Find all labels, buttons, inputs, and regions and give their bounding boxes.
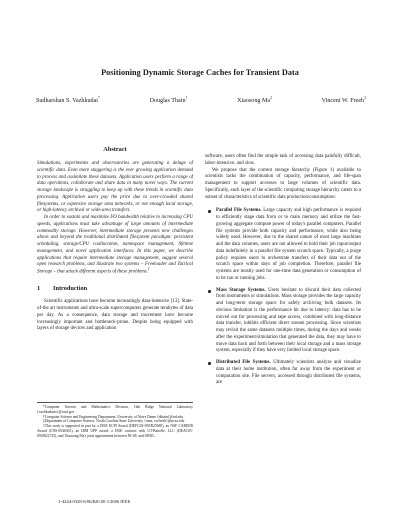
footnote-mark: 1	[147, 267, 150, 271]
author: Douglas Thain†	[149, 96, 188, 105]
abstract-section	[37, 146, 193, 276]
section-heading-introduction: 1 Introduction	[37, 285, 88, 293]
footnote: *Computer Science and Mathematics Division, Oak Ridge National Laboratory {vazhkudaiss}@ornl.gov	[37, 405, 193, 414]
right-column	[205, 154, 361, 392]
bullet-icon	[208, 290, 211, 293]
bullet-item: Distributed File Systems. Ultimately scientists analyze and visualize data at their home institution, often far away from the experiment or computation site. File servers, accessed through distributed file systems, are	[205, 360, 361, 387]
copyright-footer: 1-4244-0328-6/06/$20.00 ©2006 IEEE.	[58, 499, 132, 504]
abstract-paragraph: Simulations, experiments and observatories are generating a deluge of scientific data. Even more staggering is the ever growing application demand to process and assimilate these datasets. Application users perform a range of data operations, collaborate and share data in many novel ways. The current storage landscape is struggling to keep up with these trends in scientific data processing. Application users pay the price due to over-crowded shared filesystems, or expensive storage area networks, or not enough local storage, or high-latency archival or wide-area transfers.	[37, 161, 193, 214]
bullet-icon	[208, 362, 211, 365]
bullet-list	[205, 208, 361, 387]
footnote: †Computer Science and Engineering Department, University of Notre Dame {dthain}@nd.edu	[43, 414, 183, 419]
bullet-item: Parallel File Systems. Large capacity and high performance is required to efficiently stage data from or to main memory and utilize the fast-growing aggregate compute power of today's parallel computers. Parallel file systems provide both capacity and performance, while also being widely used. However, due to the shared nature of most large machines and the data volumes, users are not allowed to hold their job input/output data indefinitely in a parallel file system scratch space. Typically, a purge policy requires users to orchestrate transfers of their data out of the scratch space within days of job completion. Therefore, parallel file systems are mostly used for one-time data generation or consumption of to be run or running jobs.	[205, 208, 361, 282]
abstract-paragraph: In order to sustain and maximize I/O bandwidth relative to increasing CPU speeds, applications must take advantage of large amounts of intermediate commodity storage. However, intermediate storage presents new challenges above and beyond the traditional distributed filesystem paradigm: persistent scheduling, storage/CPU coallocation, namespace management, lifetime management, and novel application interfaces. In this paper, we describe applications that require intermediate storage management, suggest several open research problems, and illustrate two systems – Freeloader and Tactical Storage – that attack different aspects of these problems.$^1$	[37, 215, 193, 275]
footnote: ‡Department of Computer Science, North Carolina State University {xma, vwfreeh}@ncsu.edu	[43, 419, 185, 424]
bullet-icon	[208, 210, 211, 213]
abstract-heading: Abstract	[103, 146, 127, 153]
footnote: 1This work is supported in part by a DOE ECPI Award (DEFG02-05ER25685), an NSF CAREER Award (CNS-0546301), an IBM UPP award, a DOE contract with UT-Battelle, LLC (DEAC05-00OR22725), and Xiaosong Ma's joint appointment between NCSU and ORNL.	[37, 424, 193, 438]
author: Sudharshan S. Vazhkudai*	[36, 96, 100, 105]
left-column	[37, 146, 193, 333]
footnotes	[37, 402, 193, 439]
author: Xiaosong Ma‡	[237, 96, 272, 105]
paper-title: Positioning Dynamic Storage Caches for Transient Data	[101, 68, 299, 77]
author-list	[36, 98, 366, 104]
bullet-item: Mass Storage Systems. Users hesitate to discard their data collected from instruments or simulations. Mass storage provides the large capacity and long-term storage space for safely archiving bulk datasets. Its obvious limitation is the performance hit due to latency: data has to be moved out for processing and tape access, combined with long-distance data transfer, inhibits efficient direct stream processing. Since scientists may revisit the same datasets multiple times, during the days and weeks after the experiment/simulation that generated the data, they may have to move data back and forth between their local storage and a mass storage system, especially if they have very limited local storage space.	[205, 288, 361, 356]
author: Vincent W. Freeh‡	[321, 96, 366, 105]
body-paragraph: software, users often find the simple task of accessing data painfully difficult, labor-intensive, and slow.	[205, 154, 361, 166]
body-paragraph: We propose that the current storage hierarchy (Figure 1) available to scientists lacks the combination of capacity, performance, and life-span management to support accesses to large volumes of scientific data. Specifically, each layer of the scientific computing storage hierarchy caters to a subset of characteristics of scientific data production/consumption:	[205, 167, 361, 200]
intro-paragraph: Scientific applications have become increasingly data-intensive [13]. State-of-the art instruments and ultra-scale supercomputers generate terabytes of data per day. As a consequence, data storage and movement have become increasingly important and bottleneck-prone. Despite being equipped with layers of storage devices and application	[37, 299, 193, 332]
